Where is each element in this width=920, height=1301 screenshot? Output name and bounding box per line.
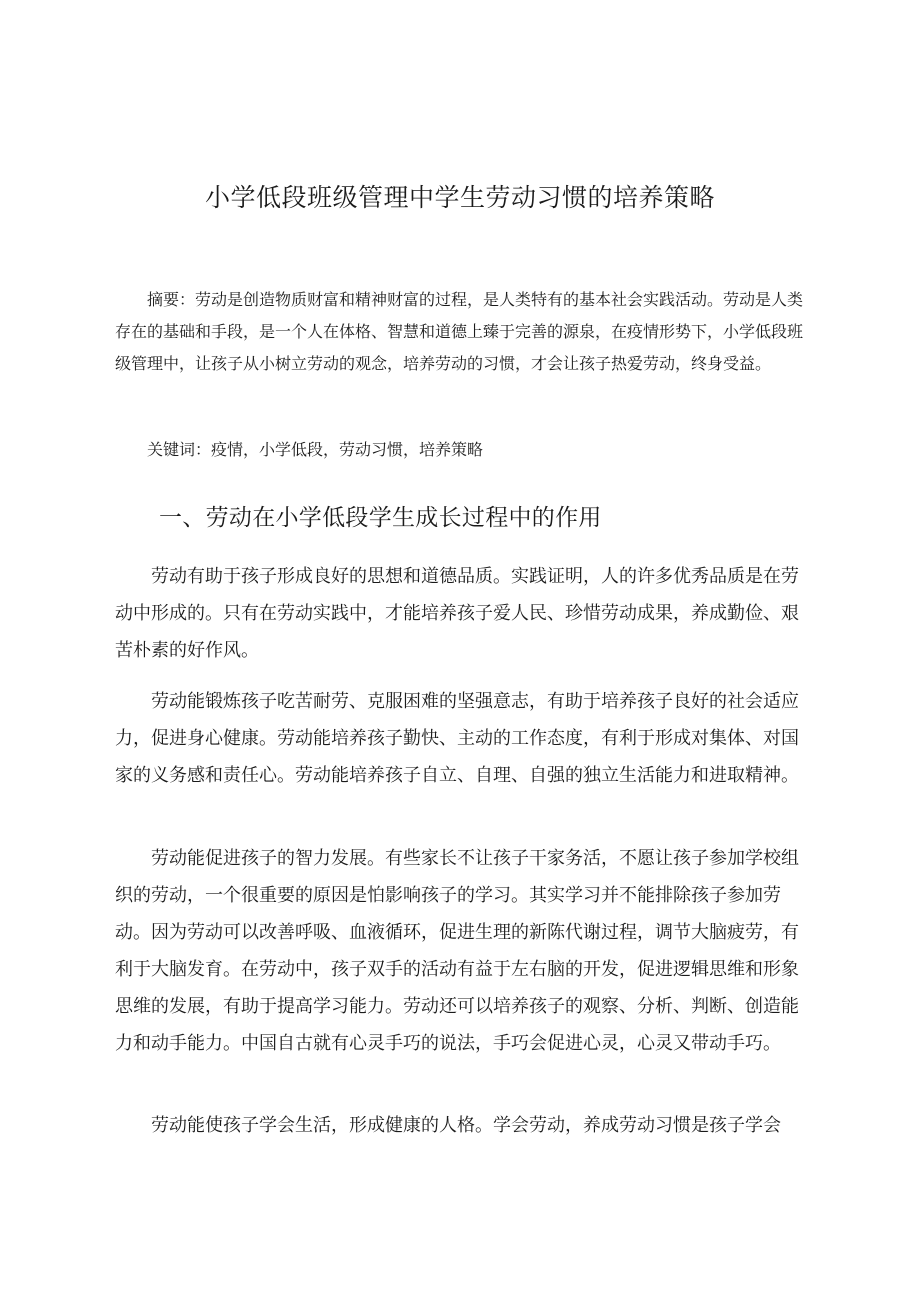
- body-paragraph: 劳动能促进孩子的智力发展。有些家长不让孩子干家务活，不愿让孩子参加学校组织的劳动，一个很重要的原因是怕影响孩子的学习。其实学习并不能排除孩子参加劳动。因为劳动可以改善呼吸、血液循环，促进生理的新陈代谢过程，调节大脑疲劳，有利于大脑发育。在劳动中，孩子双手的活动有益于左右脑的开发，促进逻辑思维和形象思维的发展，有助于提高学习能力。劳动还可以培养孩子的观察、分析、判断、创造能力和动手能力。中国自古就有心灵手巧的说法，手巧会促进心灵，心灵又带动手巧。: [115, 848, 799, 1054]
- document-title: 小学低段班级管理中学生劳动习惯的培养策略: [204, 183, 715, 212]
- body-paragraph: 劳动有助于孩子形成良好的思想和道德品质。实践证明，人的许多优秀品质是在劳动中形成的。只有在劳动实践中，才能培养孩子爱人民、珍惜劳动成果，养成勤俭、艰苦朴素的好作风。: [115, 566, 799, 661]
- body-paragraph: 劳动能使孩子学会生活，形成健康的人格。学会劳动，养成劳动习惯是孩子学会: [151, 1115, 781, 1136]
- abstract-paragraph: 摘要：劳动是创造物质财富和精神财富的过程，是人类特有的基本社会实践活动。劳动是人类存在的基础和手段，是一个人在体格、智慧和道德上臻于完善的源泉，在疫情形势下，小学低段班级管理中，让孩子从小树立劳动的观念，培养劳动的习惯，才会让孩子热爱劳动，终身受益。: [115, 290, 804, 373]
- section-heading: 一、劳动在小学低段学生成长过程中的作用: [159, 505, 602, 531]
- body-paragraph: 劳动能锻炼孩子吃苦耐劳、克服困难的坚强意志，有助于培养孩子良好的社会适应力，促进身心健康。劳动能培养孩子勤快、主动的工作态度，有利于形成对集体、对国家的义务感和责任心。劳动能培养孩子自立、自理、自强的独立生活能力和进取精神。: [115, 691, 799, 786]
- keywords-line: 关键词：疫情，小学低段，劳动习惯，培养策略: [147, 440, 484, 459]
